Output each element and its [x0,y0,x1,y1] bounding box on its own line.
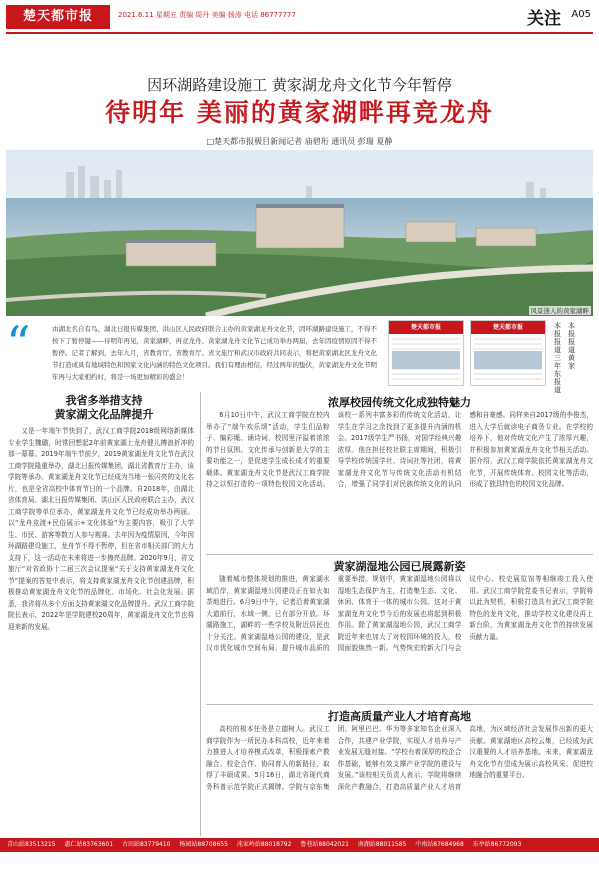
station: 杨园站88708655 [179,841,228,848]
station: 青山站83513215 [7,841,56,848]
section-4-body: 高校的根本任务是立德树人。武汉工商学院作为一所民办本科高校，近年来着力推进人才培养模式改革，积极探索产教融合、校企合作、协同育人的新路径，取得了丰硕成果。5月16日，湖北省现代商务科普示范学院正式揭牌。学院与京东集团、阿里巴巴、华为等多家知名企业深入合作，共建产业学院，实现人才培养与产业发展无缝对接。“学校有着深厚的校企合作基础，能够有效支撑产业学院的建设与发展。”该校相关负责人表示，学院将继续深化产教融合，打造高质量产业人才培育高地，为区域经济社会发展作出新的更大贡献。黄家湖地区高校云集，已经成为武汉重要的人才培养基地。未来，黄家湖龙舟文化节有望成为展示高校风采、促进校地融合的重要平台。 [206,725,593,791]
thumb-logo: 楚天都市报 [389,321,463,334]
headline: 待明年 美丽的黄家湖畔再竞龙舟 [105,98,494,127]
section-title: 关注 [527,9,561,29]
thumb-caption-2: 本报报道黄家 [568,322,575,370]
kicker: 因环湖路建设施工 黄家湖龙舟文化节今年暂停 [147,76,452,94]
section-heading-4: 打造高质量产业人才培育高地 [328,710,471,723]
section-heading-1: 我省多举措支持 黄家湖文化品牌提升 [54,394,154,421]
section-heading-3: 黄家湖湿地公园已展露新姿 [333,560,466,573]
delivery-stations-bar [0,838,599,852]
section-divider [206,554,593,555]
station: 惠仁站83763601 [64,841,114,848]
intro-box [6,316,382,386]
lakeside-photo [6,150,593,316]
column-divider [200,392,201,836]
section-divider [206,704,593,705]
station: 古田站83779410 [121,841,171,848]
section-1-body: 又是一年端午节快到了，武汉工商学院2018级网络新媒体专业学生魏璐，时常回想起2年前黄家湖上龙舟健儿搏浪折冲的那一幕幕。2019年端午节前夕，2019黄家湖龙舟文化节在武汉工商学院隆重举办，湖北日报传媒集团，湖北省教育厅主办，该学院等承办。黄家湖龙舟文化节已经成为当地一张闪亮的文化名片，也是全省高校中体育节日的一个品牌。自2018年，由湖北省体育局、湖北日报传媒集团、洪山区人民政府联合主办，武汉工商学院等单位承办，黄家湖龙舟文化节已经成功举办两届。以“龙舟竞渡+民俗展示+文化体验”为主要内容，吸引了大学生、市民、游客等数万人参与观赛。去年因为疫情原因，今年因环湖路建设施工，龙舟节不得不暂停，但在省市相关部门的大力支持下，这一活动在未来将进一步擦亮品牌。2020年9月，省文旅厅“对省政协十二届三次会议提案“关于支持黄家湖龙舟文化节”提案的答复中表示，将支持黄家湖龙舟文化节创建品牌，积极推动黄家湖龙舟文化节的品牌化、市场化、社会化发展。据悉，我省将从多个方面支持黄家湖文化品牌提升。武汉工商学院院长表示，2022年是学院建校20周年，黄家湖龙舟文化节也将迎来新的发展。 [8,427,194,631]
past-coverage [388,320,593,394]
station: 鲁巷站88042021 [300,841,349,848]
section-heading-2: 浓厚校园传统文化成独特魅力 [328,396,471,409]
station: 中南站87684968 [415,841,464,848]
masthead-rule [6,32,593,34]
lake-aerial-image [6,150,593,316]
masthead [0,0,599,38]
thumb-caption: 本报报道三年东报道 [554,322,561,394]
station: 东亭站86772093 [472,841,522,848]
section-2-body: 6月10日中午，武汉工商学院在校内举办了“端午欢乐颂”活动，学生们品粽子、编彩绳、诵诗词，校园里洋溢着浓浓的节日氛围。文化传承与创新是大学的主要功能之一，是促进学生成长成才的重要载体。黄家湖龙舟文化节是武汉工商学院持之以恒打造的一项特色校园文化活动。该校一系列丰富多彩的传统文化活动，让学生在学习之余找到了更多提升内涵的机会。2017级学生严书扬，对国学经典兴趣浓厚。他在担任校社联主席期间，积极引导学校传统国学社、诗词社等社团，将黄家湖龙舟文化节与传统文化活动有机结合，增强了同学们对民族传统文化的认同感和自豪感。同样来自2017级的李俊杰，进入大学后就读电子商务专业。在学校的培养下，他对传统文化产生了浓厚兴趣，并积极参加黄家湖龙舟文化节相关活动。据介绍，武汉工商学院依托黄家湖龙舟文化节，开展传统体育、校园文化等活动，形成了独具特色的校园文化品牌。 [206,411,593,488]
station: 沌家岭站88018792 [236,841,292,848]
station: 南湖站88011585 [357,841,407,848]
dateline: 2021.6.11 星期五 责编 周丹 美编 杨涛 电话 86777777 [118,11,296,19]
intro-text: 由湖北名自有鸟、湖北日报传媒集团、洪山区人民政府联合主办的黄家湖龙舟文化节，因环湖路建设施工，不得不按下了暂停键——待明年再见，黄家湖畔，再竞龙舟。黄家湖龙舟文化节已成功举办两届，去年因疫情原因不得不暂停。记者了解到，去年九月，省教育厅、省教育厅、省文旅厅和武汉市政府共同表示，将把黄家湖北区龙舟文化节打造成具有地域特色和国家文化内涵的特色文化项目。我们有理由相信，经过两年的蛰伏，黄家湖龙舟文化节明年再与大家相约时，将是一场更加精彩的盛会！ [52,325,377,381]
photo-caption: 风景迷人的黄家湖畔 [530,307,589,315]
quote-mark-icon: “ [6,316,31,372]
thumb-logo: 楚天都市报 [471,321,545,334]
newspaper-logo: 楚天都市报 [6,5,110,29]
page-thumbnail [470,320,546,386]
page-thumbnail [388,320,464,386]
byline: □楚天都市报极目新闻记者 庙碧珩 通讯员 彭瑞 夏静 [206,137,393,146]
section-3-body: 随着城市整体规划的推进，黄家湖水域沿岸，黄家湖湿地公园建设正在如火如荼地进行。6月9日中午，记者沿着黄家湖大道前行，水域一侧，已有部分开放。环湖路施工，湖畔的一些学校及附近居民也十分关注。黄家湖湿地公园的建设，是武汉市优化城市空间布局、提升城市品质的重要举措。规划中，黄家湖湿地公园将以湿地生态保护为主，打造集生态、文化、休闲、体育于一体的城市公园。这对于黄家湖龙舟文化节今后的发展也将起到积极作用。除了黄家湖湿地公园，武汉工商学院近年来也加大了对校园环境的投入，校园面貌焕然一新。气势恢宏的新大门与会议中心、校史展览馆等相继竣工投入使用。武汉工商学院党委书记表示，学院将以此为契机，积极打造具有武汉工商学院特色的龙舟文化，推动学校文化建设再上新台阶，为黄家湖龙舟文化节的持续发展贡献力量。 [206,575,593,652]
page-number: A05 [571,9,591,20]
